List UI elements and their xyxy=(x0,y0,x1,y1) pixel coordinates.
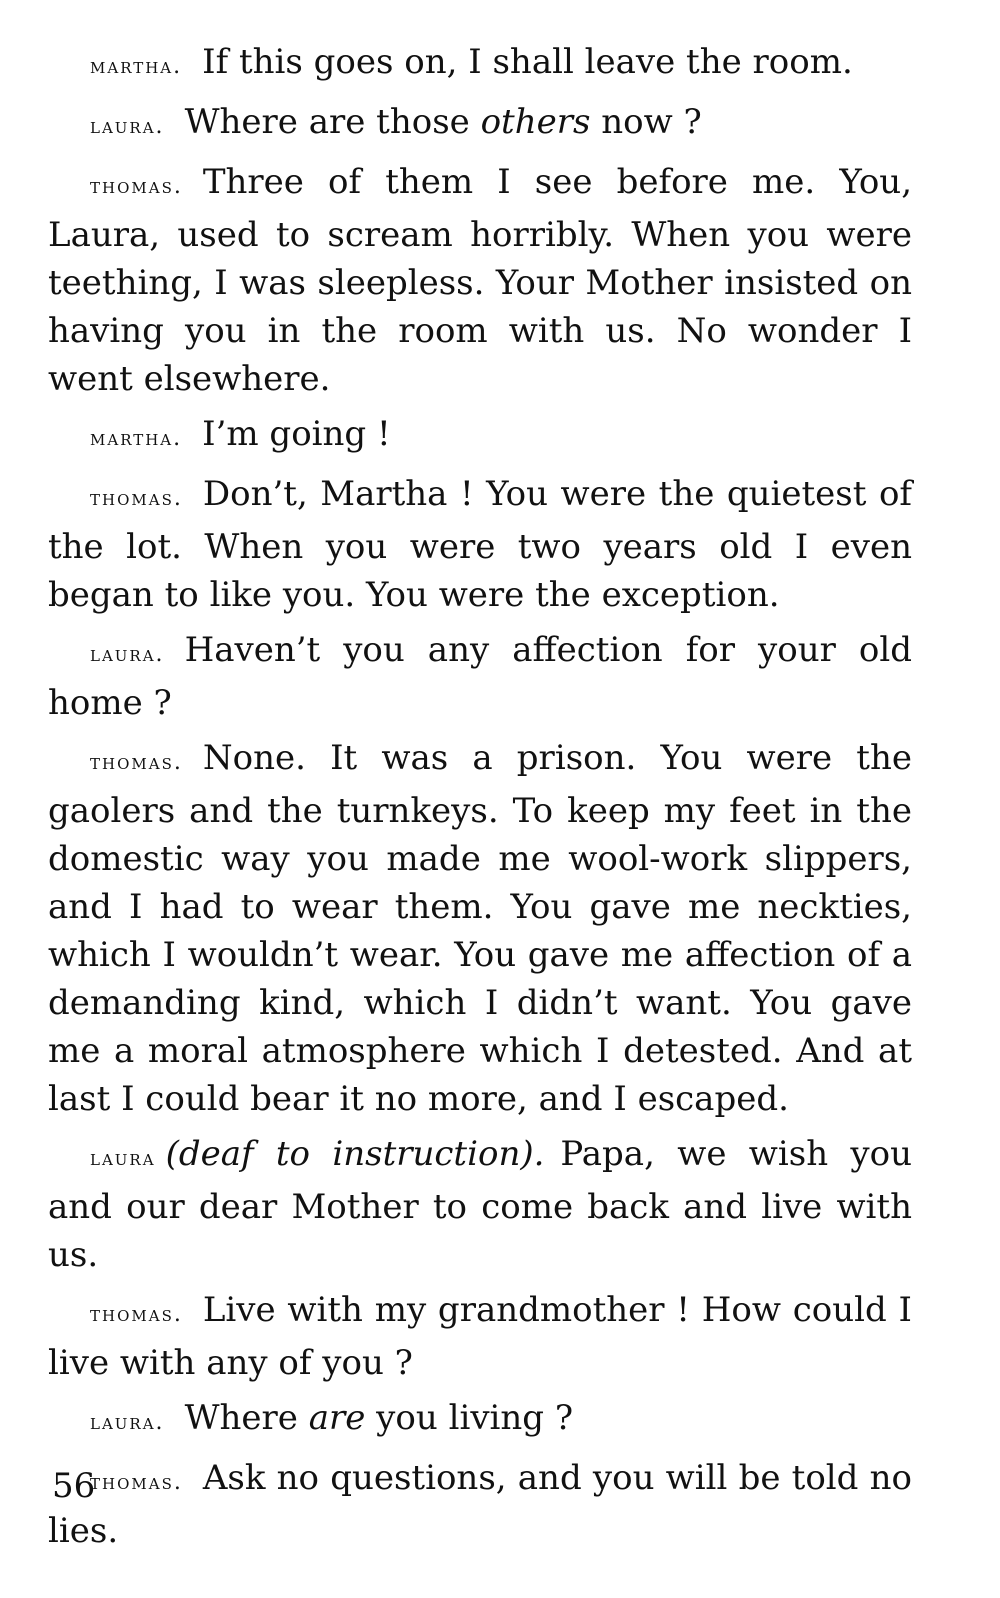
speech-text: Ask no questions, and you will be told no lies. xyxy=(48,1458,912,1551)
play-text-page xyxy=(48,38,912,1562)
speech-thomas-prison xyxy=(48,734,912,1123)
speech-text: Where are those xyxy=(184,102,481,142)
speaker-name: laura. xyxy=(90,642,165,667)
speech-text: If this goes on, I shall leave the room. xyxy=(202,42,853,82)
speech-text: Live with my grandmother ! How could I live with any of you ? xyxy=(48,1290,912,1383)
speaker-name: laura. xyxy=(90,114,165,139)
speaker-name: thomas. xyxy=(90,174,183,199)
speaker-name: thomas. xyxy=(90,1302,183,1327)
speech-thomas-grandmother xyxy=(48,1286,912,1387)
speech-laura-affection xyxy=(48,626,912,727)
speaker-name: martha. xyxy=(90,54,183,79)
emphasized-word: others xyxy=(480,102,591,142)
speech-laura-come-back xyxy=(48,1130,912,1279)
speaker-name: laura xyxy=(90,1146,156,1171)
speech-text: Don’t, Martha ! You were the quietest of the lot. When you were two years old I even began to like you. You were the exception. xyxy=(48,474,912,615)
speech-martha-leave xyxy=(48,38,912,91)
speech-text: None. It was a prison. You were the gaolers and the turnkeys. To keep my feet in the domestic way you made me wool-work slippers, and I had to wear them. You gave me neckties, which I wouldn’t wear. You gave me affection of a demanding kind, which I didn’t want. You gave me a moral atmosphere which I detested. And at last I could bear it no more, and I escaped. xyxy=(48,738,912,1119)
page-number: 56 xyxy=(52,1466,96,1506)
speech-laura-living xyxy=(48,1394,912,1447)
speech-thomas-quietest xyxy=(48,470,912,619)
speaker-name: thomas. xyxy=(90,750,183,775)
stage-direction: (deaf to instruction). xyxy=(165,1134,545,1174)
speech-text: Haven’t you any affection for your old home ? xyxy=(48,630,912,723)
speech-laura-others xyxy=(48,98,912,151)
emphasized-word: are xyxy=(308,1398,366,1438)
speech-text: Three of them I see before me. You, Laura, used to scream horribly. When you were teething, I was sleepless. Your Mother insisted on having you in the room with us. No wonder I went elsewhere. xyxy=(48,162,912,399)
speech-text: now ? xyxy=(590,102,702,142)
speech-thomas-questions xyxy=(48,1454,912,1555)
speaker-name: thomas. xyxy=(90,1470,183,1495)
speech-martha-going xyxy=(48,410,912,463)
speech-text: Where xyxy=(184,1398,309,1438)
speaker-name: thomas. xyxy=(90,486,183,511)
speech-text: you living ? xyxy=(365,1398,574,1438)
speech-text: Papa, we wish you and our dear Mother to come back and live with us. xyxy=(48,1134,912,1275)
speech-text: I’m going ! xyxy=(202,414,391,454)
speech-thomas-three xyxy=(48,158,912,403)
speaker-name: martha. xyxy=(90,426,183,451)
speaker-name: laura. xyxy=(90,1410,165,1435)
